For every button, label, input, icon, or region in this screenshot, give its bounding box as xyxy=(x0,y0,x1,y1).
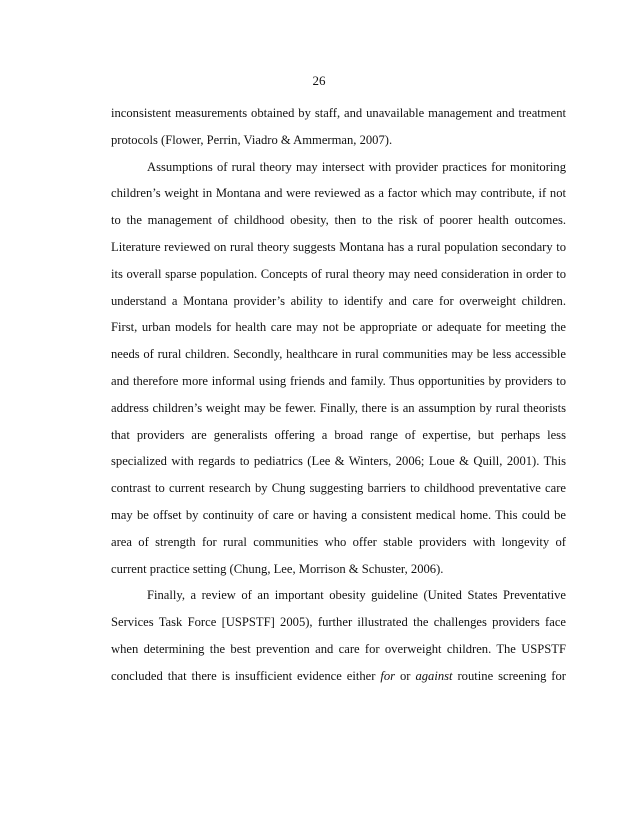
text-line: area of strength for rural communities who offer stable providers with longevity of xyxy=(111,534,566,549)
text-line: address children’s weight may be fewer. Finally, there is an assumption by rural theorists xyxy=(111,400,566,415)
text-line: understand a Montana provider’s ability to identify and care for overweight children. xyxy=(111,293,566,308)
text-line: First, urban models for health care may not be appropriate or adequate for meeting the xyxy=(111,320,566,335)
text-line: Assumptions of rural theory may intersect with provider practices for monitoring xyxy=(147,159,566,174)
emphasis-for: for xyxy=(380,668,396,683)
text-line: may be offset by continuity of care or having a consistent medical home. This could be xyxy=(111,507,566,522)
emphasis-against: against xyxy=(415,668,453,683)
text-line xyxy=(111,663,566,690)
text-line: and therefore more informal using friends and family. Thus opportunities by providers to xyxy=(111,373,566,388)
text-line: specialized with regards to pediatrics (Lee & Winters, 2006; Loue & Quill, 2001). This xyxy=(111,454,566,469)
text-line: when determining the best prevention and care for overweight children. The USPSTF xyxy=(111,641,566,656)
text-line: that providers are generalists offering a broad range of expertise, but perhaps less xyxy=(111,427,566,442)
body-text xyxy=(111,100,566,690)
text-segment: or xyxy=(395,668,416,683)
text-line: to the management of childhood obesity, then to the risk of poorer health outcomes. xyxy=(111,213,566,228)
text-line: contrast to current research by Chung suggesting barriers to childhood preventative care xyxy=(111,481,566,496)
page-number: 26 xyxy=(312,73,326,88)
text-line: needs of rural children. Secondly, healthcare in rural communities may be less accessible xyxy=(111,347,566,362)
text-line: its overall sparse population. Concepts of rural theory may need consideration in order to xyxy=(111,266,566,281)
text-line: current practice setting (Chung, Lee, Morrison & Schuster, 2006). xyxy=(111,561,444,576)
text-line: protocols (Flower, Perrin, Viadro & Ammerman, 2007). xyxy=(111,132,393,147)
text-line: inconsistent measurements obtained by staff, and unavailable management and treatment xyxy=(111,106,566,120)
text-line: Finally, a review of an important obesity guideline (United States Preventative xyxy=(147,588,566,603)
text-line: Services Task Force [USPSTF] 2005), further illustrated the challenges providers face xyxy=(111,615,566,630)
text-line: Literature reviewed on rural theory suggests Montana has a rural population secondary to xyxy=(111,239,566,254)
text-segment: concluded that there is insufficient evidence either xyxy=(111,668,381,683)
text-segment: routine screening for xyxy=(452,668,566,683)
text-line: children’s weight in Montana and were reviewed as a factor which may contribute, if not xyxy=(111,186,566,201)
